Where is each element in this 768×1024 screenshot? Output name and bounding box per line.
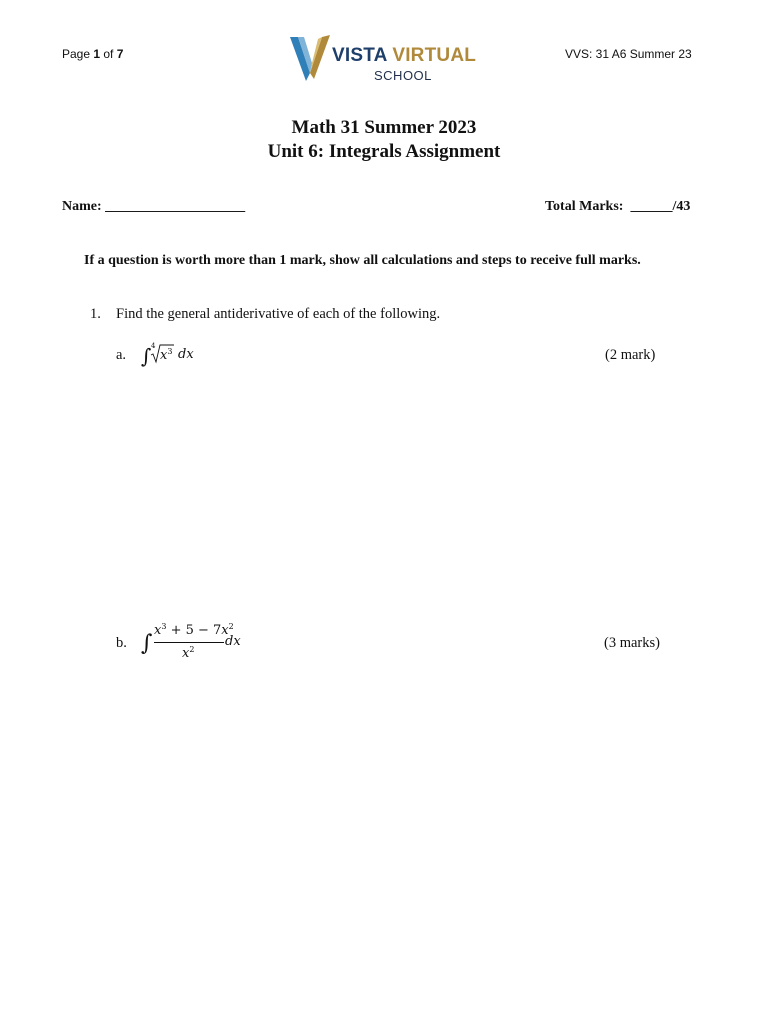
integral-sign: ∫ — [141, 631, 153, 656]
part-b-marks: (3 marks) — [604, 635, 660, 651]
page-number — [62, 47, 123, 61]
question-text: Find the general antiderivative of each of the following. — [116, 306, 441, 322]
numerator-exp-c: 2 — [228, 622, 234, 631]
page-total: 7 — [116, 47, 124, 61]
denominator-base: x — [182, 646, 190, 661]
document-code: VVS: 31 A6 Summer 23 — [565, 47, 692, 61]
logo-word-vista: VISTA — [332, 45, 387, 66]
total-marks-label: Total Marks: — [545, 199, 624, 214]
name-blank[interactable]: ____________________ — [105, 199, 246, 214]
radicand-base: x — [160, 348, 168, 363]
denominator-exponent: 2 — [189, 645, 195, 654]
fraction-bar — [154, 642, 224, 643]
part-a-label: a. — [116, 347, 127, 363]
logo-word-virtual: VIRTUAL — [386, 45, 477, 66]
logo-word-school: SCHOOL — [374, 68, 432, 83]
name-field[interactable] — [62, 199, 245, 215]
total-marks-blank[interactable]: ______ — [630, 199, 673, 214]
name-label: Name: — [62, 199, 102, 214]
numerator-term-a: x — [154, 623, 162, 638]
total-marks-value: /43 — [672, 199, 691, 214]
instruction-text: If a question is worth more than 1 mark, show all calculations and steps to receive full marks. — [84, 253, 641, 268]
total-marks-field — [545, 199, 690, 215]
part-a-expression — [141, 342, 201, 370]
school-logo — [288, 33, 488, 85]
part-b-expression — [141, 620, 251, 666]
differential: dx — [225, 634, 241, 649]
numerator-exp-a: 3 — [161, 622, 167, 631]
page-current: 1 — [93, 47, 101, 61]
course-title: Math 31 Summer 2023 — [291, 117, 477, 138]
part-a-marks: (2 mark) — [605, 347, 656, 363]
root-index: 4 — [151, 342, 156, 350]
radicand-exponent: 3 — [167, 347, 173, 356]
numerator-term-c: x — [221, 623, 229, 638]
integral-sign: ∫ — [141, 344, 152, 368]
question-number: 1. — [90, 306, 101, 322]
v-logo-icon — [288, 33, 332, 85]
fraction-numerator — [154, 622, 234, 638]
page-of: of — [100, 47, 117, 61]
numerator-term-b: + 5 − 7 — [166, 623, 222, 638]
part-b-label: b. — [116, 635, 127, 651]
assignment-title: Unit 6: Integrals Assignment — [267, 141, 501, 162]
fraction-denominator — [182, 645, 194, 661]
page-prefix: Page — [62, 47, 94, 61]
logo-wordmark — [332, 45, 476, 67]
differential: dx — [178, 347, 194, 362]
radicand — [160, 347, 172, 363]
